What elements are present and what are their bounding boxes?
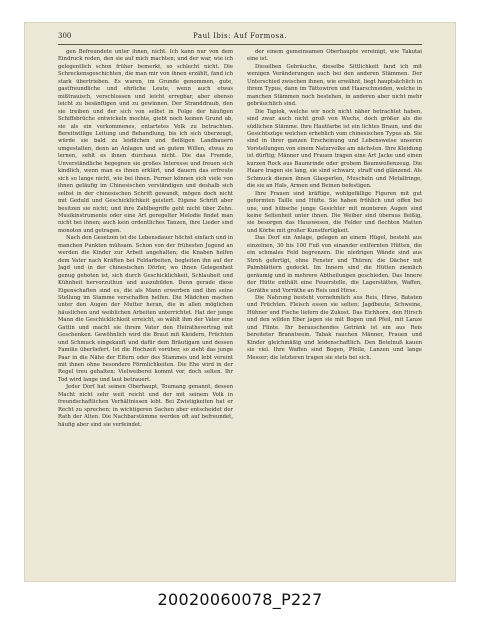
paragraph: Die Nahrung besteht vornehmlich aus Reis, Hirse, Bataten und Früchten. Fleisch essen sie selten; Jagdbeute, Schweine, Hühner und Fische liefern die Zukost. Das Eichhorn, den Hirsch und den wilden Eber jagen sie mit Bogen und Pfeil, mit Lanze und Flinte. Ihr berauschendes Getränk ist ein aus Reis bereiteter Branntwein. Tabak rauchen Männer, Frauen und Kinder gleichmäßig und leidenschaftlich. Den Betelnuß kauen sie viel. Ihre Waffen sind Bogen, Pfeile, Lanzen und lange Messer; die letzteren tragen sie stets bei sich. — [247, 294, 422, 361]
paragraph: der einem gemeinsamen Oberhaupte vereinigt, wie Takutai eine ist. — [247, 49, 422, 63]
image-caption: 20020060078_P227 — [157, 590, 323, 609]
running-title: Paul Ibis: Auf Formosa. — [193, 32, 287, 40]
header-rule — [58, 44, 422, 45]
paragraph: Die Tapiok, welche wir noch nicht näher betrachtet haben, sind zwar auch nicht groß von Wuchs, doch größer als die südlichen Stämme. Ihre Hautfarbe ist ein lichtes Braun, und die Gesichtszüge weichen erheblich vom chinesischen Typus ab. Sie sind in ihrer ganzen Erscheinung und Lebensweise unseren Vorstellungen von einem Naturvolke am nächsten. Ihre Kleidung ist dürftig; Männer und Frauen tragen eine Art Jacke und einen kurzen Rock aus Baumrinde oder grobem Baumwollenzeug. Die Haare tragen sie lang, sie sind schwarz, straff und glänzend. Als Schmuck dienen ihnen Glasperlen, Muscheln und Metallringe, die sie an Hals, Armen und Beinen befestigen. — [247, 108, 422, 190]
page-number: 300 — [58, 32, 72, 40]
text-column-right — [247, 49, 422, 554]
paragraph: Ihre Frauen sind kräftige, wohlgefällige Figuren mit gut geformten Taille und Hüfte. Sie haben fröhlich und offen bei uns, und hübsche junge Gesichter mit munteren Augen sind keine Seltenheit unter ihnen. Die Weiber sind überaus fleißig, sie besorgen das Hauswesen, die Felder und flechten Matten und Körbe mit großer Kunstfertigkeit. — [247, 190, 422, 234]
paragraph: Nach den Gesetzen ist die Lebensdauer höchst einfach und in manchen Punkten mühsam. Schon von der frühesten Jugend an werden die Kinder zur Arbeit angehalten; die Knaben helfen dem Vater nach Kräften bei Feldarbeiten, begleiten ihn auf der Jagd und in der chinesischen Dörfer, wo ihnen Gelegenheit genug geboten ist, sich durch Geschicklichkeit, Schlauheit und Kühnheit hervorzuthun und auszubilden. Denn gerade diese Eigenschaften sind es, die als Mann erwerben und ihm seine Stellung im Stamme verschaffen helfen. Die Mädchen machen unter den Augen der Mutter heran, die in allen möglichen häuslichen und weiblichen Arbeiten unterrichtet. Hat der junge Mann die Geschicklichkeit erreicht, so wählt ihm der Vater eine Gattin und macht sie ihrem Vater den Heirathsvertrag mit Geschenken. Gewöhnlich wird die Braut mit Kleidern, Früchten und Schmuck eingekauft und dafür dem Bräutigam und dessen Familie überliefert. Ist die Hochzeit vorüber, so zieht das junge Paar in die Nähe der Eltern oder des Stammes und lebt vereint mit ihnen ohne besondere Förmlichkeiten. Die Ehe wird in der Regel treu gehalten; Vielweiberei kommt vor, doch selten. Ihr Tod wird lange und laut betrauert. — [58, 235, 233, 383]
paragraph: Jeder Dorf hat seinen Oberhaupt, Toumang genannt, dessen Macht nicht sehr weit reicht und der mit seinem Volk in freundschaftlichen Verhältnissen lebt. Bei Zwistigkeiten hat er Recht zu sprechen; in wichtigeren Sachen aber entscheidet der Rath der Alten. Die Nachbarstämme werden oft auf befreundet, häufig aber sind sie verfeindet. — [58, 384, 233, 428]
paragraph: gen Befreundete unter ihnen, nicht. Ich kann nur von dem Eindruck reden, den sie auf mich machten; und der war, wie ich gelegentlich schon früher bemerkt, so schlecht nicht. Die Schreckensgeschichten, die man mir von ihnen erzählt, fand ich stark übertrieben. Es waren, im Grunde genommen, gute, gastfreundliche und ehrliche Leute, wenn auch etwas mißtrauisch, verschlossen und leicht erregbar, aber ebenso leicht zu besänftigen und zu gewinnen. Der Stranddraub, den sie treiben und der sich von selbst in Folge der häufigen Schiffsbrüche entwickeln mochte, giebt noch keinen Grund ab, sie als ein verkommenes, entartetes Volk zu betrachten. Bereitwillige Leitung und Behandlung, bis ich sich überzeugt, würde sie bald zu leidlichen und fleißigen Landbauern umgestalten, denn an Anlagen und an gutem Willen, etwas zu lernen, sehlt es ihnen durchaus nicht. Die das Fremde, Unverständliche begegnen sie großes Interesse und freuen sich kindlich, wenn man es ihnen erklärt, und dauern das erfreute sich so lange nicht, wie bei ihnen. Ferner können sich viele von ihnen geläufig im Chinesischen verständigen und deshalb sich selbst in der chinesischen Schrift gewandt, mögen doch nicht mit Geduld und Geschicklichkeit geistert. Eigene Schrift aber besitzen sie nicht; und ihre Zahlbegriffe geht nicht über Zehn. Musikinstrumente oder eine Art geregelter Melodie findet man nicht bei ihnen; auch kein ordentliches Tanzen, ihre Lieder sind monoton und getragen. — [58, 49, 233, 234]
paragraph: Das Dorf ein Anlage, gelegen an einem Hügel, besteht aus einzelnen, 30 bis 100 Fuß von einander entfernten Hütten, die ein schmales Feld begrenzen. Die niedrigen Wände sind aus Stroh gefertigt, ohne Fenster und Thüren; die Dächer mit Palmblättern gedeckt. Im Innern sind die Hütten ziemlich geräumig und in mehrere Abtheilungen geschieden. Das Innere der Hütte enthält eine Feuerstelle, die Lagerstätten, Waffen, Geräthe und Vorräthe an Reis und Hirse. — [247, 235, 422, 294]
paragraph: Dieselben Gebräuche, dieselbe Sittlichkeit fand ich mit wenigen Veränderungen auch bei den anderen Stämmen. Der Unterschied zwischen ihnen, wie erwähnt, liegt hauptsächlich in ihrem Typus, dann im Tättowiren und Haarschneiden, welche in manchen Stämmen noch bestehen, in anderen aber nicht mehr gebräuchlich sind. — [247, 63, 422, 108]
text-column-left — [58, 49, 233, 554]
running-head — [58, 32, 422, 44]
